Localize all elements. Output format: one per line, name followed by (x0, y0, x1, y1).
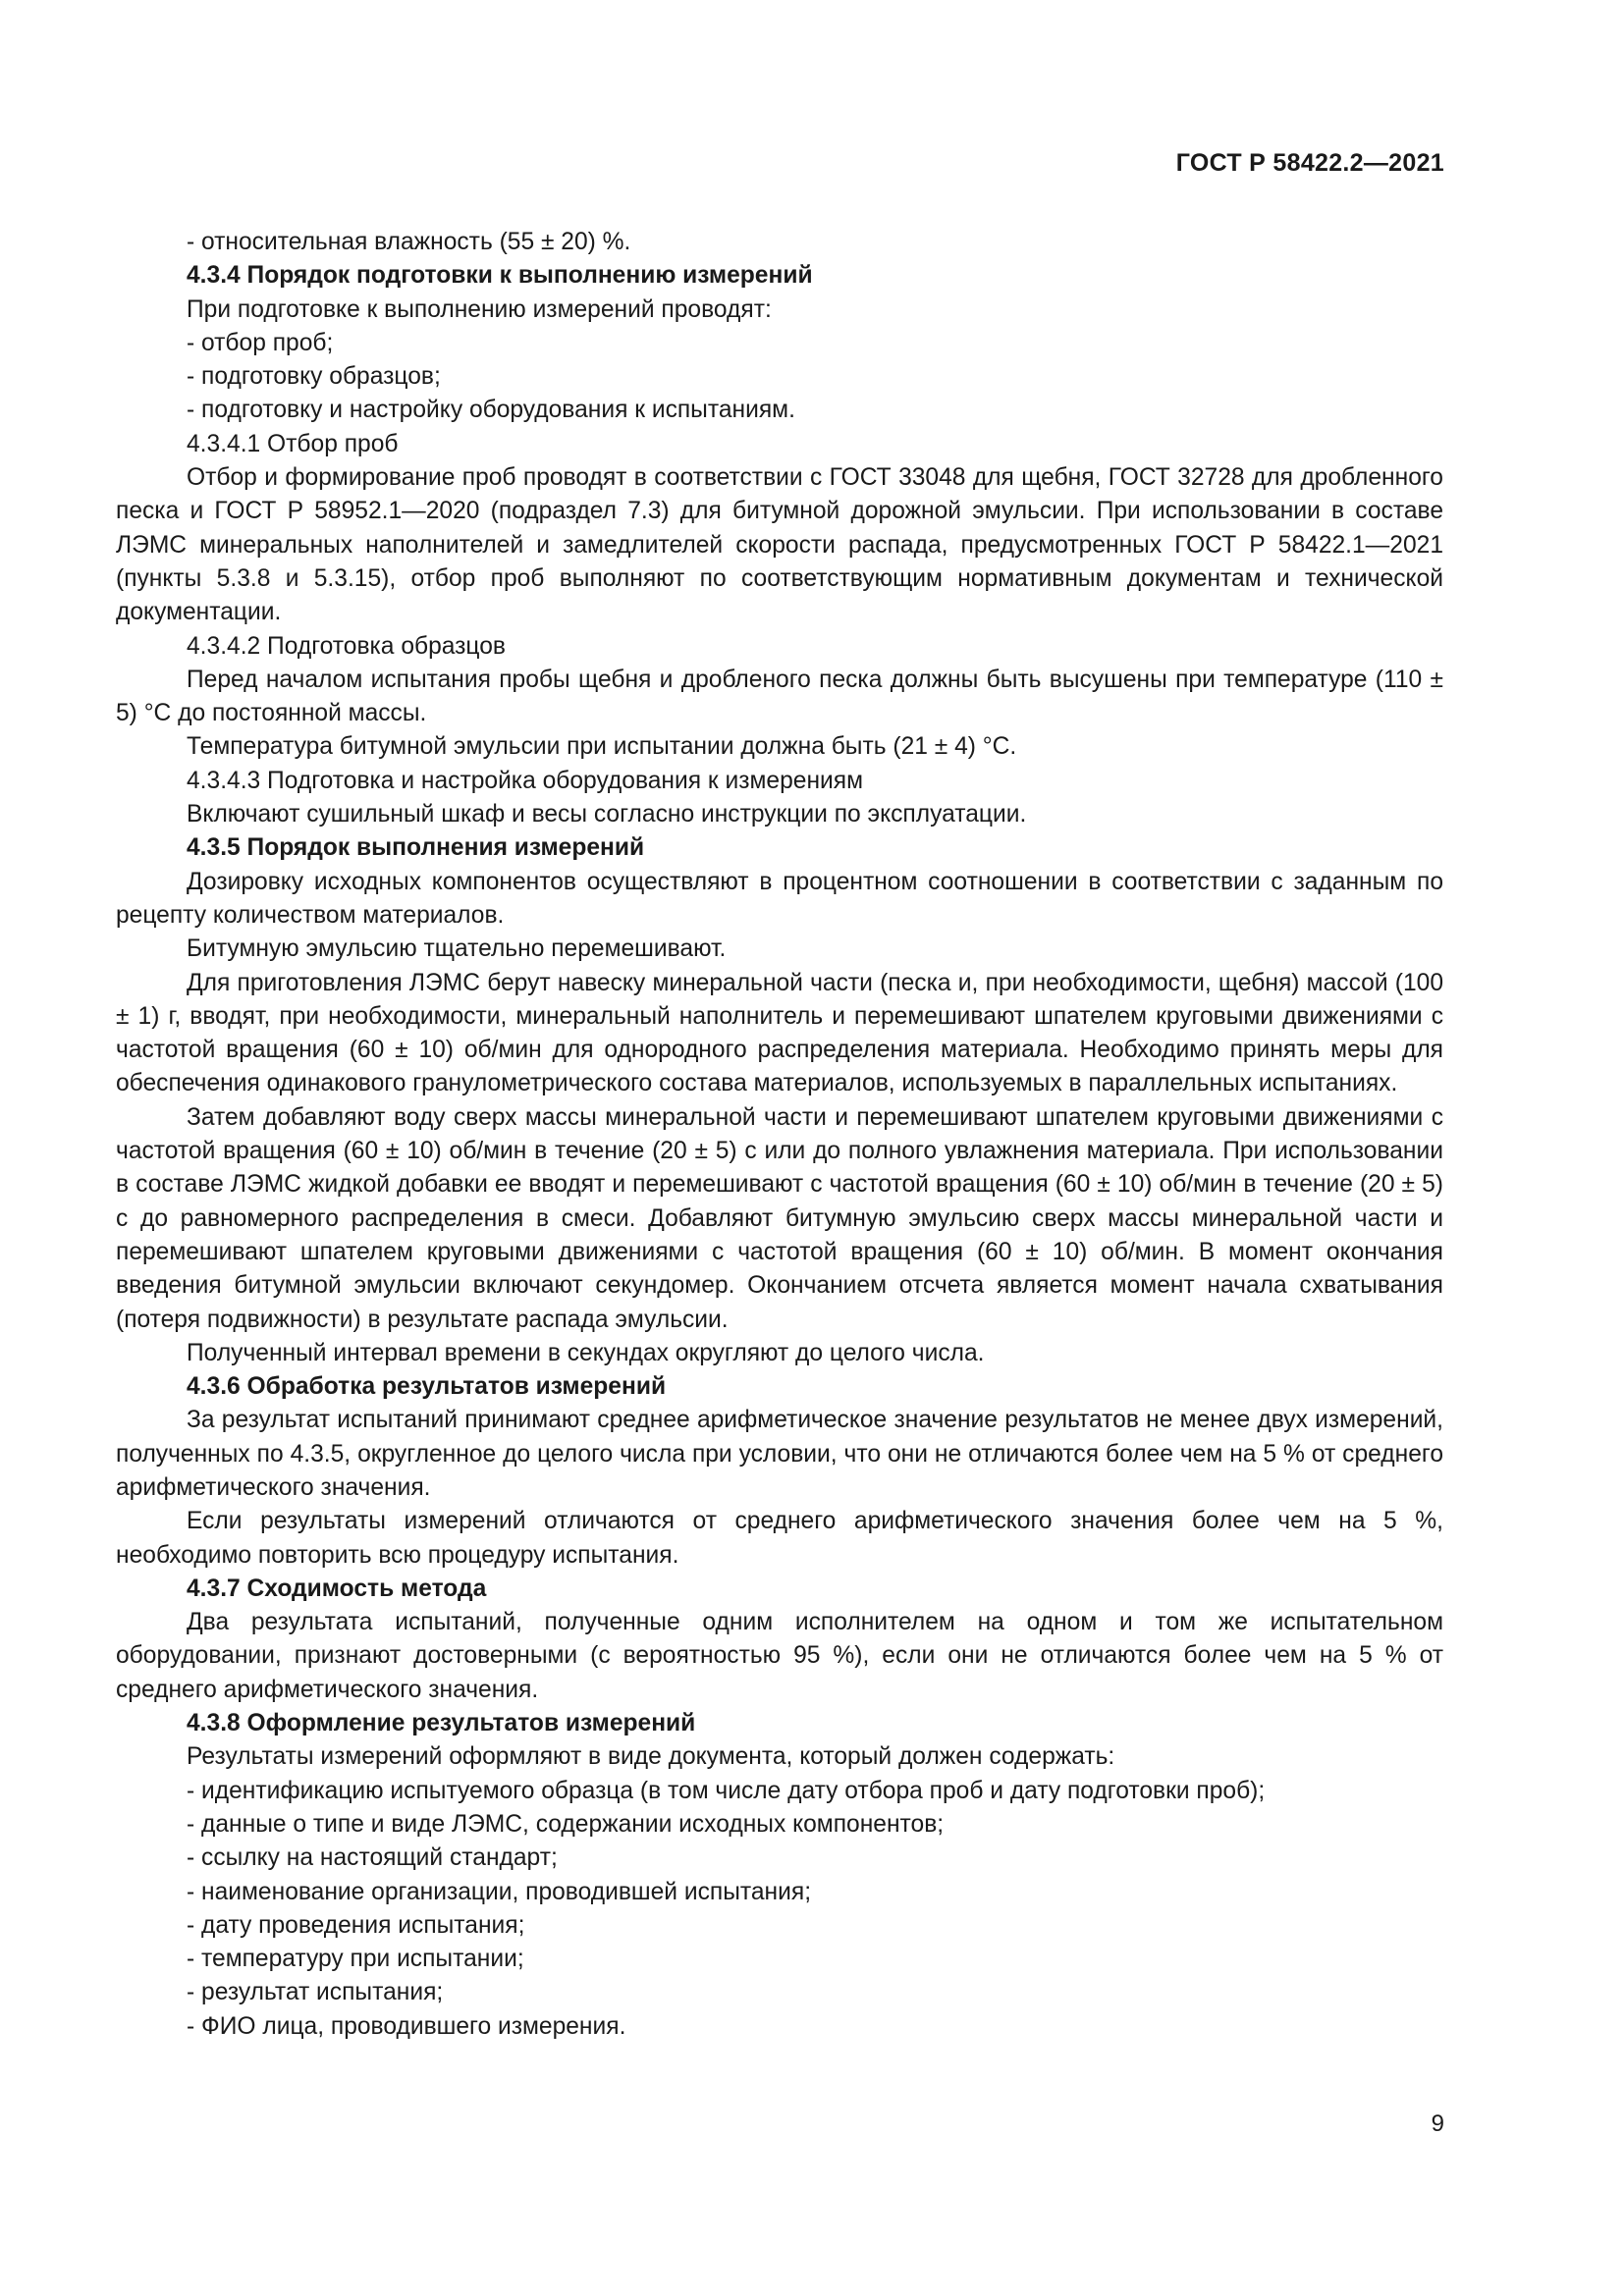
list-item: - наименование организации, проводившей испытания; (187, 1878, 812, 1905)
subsection-title: 4.3.4.3 Подготовка и настройка оборудования к измерениям (187, 767, 863, 794)
list-item: - подготовку образцов; (187, 363, 441, 391)
page-number: 9 (1431, 2110, 1444, 2137)
paragraph: За результат испытаний принимают среднее арифметическое значение результатов не менее двух измерений, полученных по 4.3.5, округленное до целого числа при условии, что они не отличаются более чем на 5 % от среднего арифметического значения. (116, 1407, 1443, 1501)
list-item: - относительная влажность (55 ± 20) %. (187, 229, 631, 255)
section-heading: 4.3.6 Обработка результатов измерений (187, 1373, 667, 1401)
list-item: - идентификацию испытуемого образца (в том числе дату отбора проб и дату подготовки проб); (187, 1777, 1266, 1804)
document-code-header: ГОСТ Р 58422.2—2021 (1175, 149, 1444, 177)
paragraph: Если результаты измерений отличаются от среднего арифметического значения более чем на 5 %, необходимо повторить всю процедуру испытания. (116, 1508, 1443, 1569)
paragraph: Битумную эмульсию тщательно перемешивают. (187, 935, 727, 963)
paragraph: Перед началом испытания пробы щебня и дробленого песка должны быть высушены при температуре (110 ± 5) °С до постоянной массы. (116, 666, 1443, 727)
paragraph: При подготовке к выполнению измерений проводят: (187, 295, 772, 323)
list-item: - результат испытания; (187, 1979, 444, 2006)
paragraph: Результаты измерений оформляют в виде документа, который должен содержать: (187, 1743, 1115, 1771)
document-body (116, 226, 1443, 2044)
subsection-title: 4.3.4.2 Подготовка образцов (187, 632, 506, 660)
subsection-title: 4.3.4.1 Отбор проб (187, 430, 399, 457)
paragraph: Затем добавляют воду сверх массы минеральной части и перемешивают шпателем круговыми движениями с частотой вращения (60 ± 10) об/мин в течение (20 ± 5) с или до полного увлажнения материала. При использовании в составе ЛЭМС жидкой добавки ее вводят и перемешивают с частотой вращения (60 ± 10) об/мин в течение (20 ± 5) с до равномерного распределения в смеси. Добавляют битумную эмульсию сверх массы минеральной части и перемешивают шпателем круговыми движениями с частотой вращения (60 ± 10) об/мин. В момент окончания введения битумной эмульсии включают секундомер. Окончанием отсчета является момент начала схватывания (потеря подвижности) в результате распада эмульсии. (116, 1103, 1443, 1333)
list-item: - температуру при испытании; (187, 1946, 524, 1973)
paragraph: Температура битумной эмульсии при испытании должна быть (21 ± 4) °С. (187, 733, 1017, 761)
section-heading: 4.3.5 Порядок выполнения измерений (187, 834, 645, 862)
paragraph: Для приготовления ЛЭМС берут навеску минеральной части (песка и, при необходимости, щебня) массой (100 ± 1) г, вводят, при необходимости, минеральный наполнитель и перемешивают шпателем круговыми движениями с частотой вращения (60 ± 10) об/мин для однородного распределения материала. Необходимо принять меры для обеспечения одинакового гранулометрического состава материалов, используемых в параллельных испытаниях. (116, 969, 1443, 1097)
list-item: - отбор проб; (187, 329, 334, 356)
paragraph: Полученный интервал времени в секундах округляют до целого числа. (187, 1339, 985, 1366)
paragraph: Два результата испытаний, полученные одним исполнителем на одном и том же испытательном оборудовании, признают достоверными (с вероятностью 95 %), если они не отличаются более чем на 5 % от среднего арифметического значения. (116, 1609, 1443, 1703)
section-heading: 4.3.7 Сходимость метода (187, 1575, 487, 1602)
section-heading: 4.3.8 Оформление результатов измерений (187, 1710, 696, 1737)
paragraph: Включают сушильный шкаф и весы согласно инструкции по эксплуатации. (187, 801, 1027, 828)
list-item: - ссылку на настоящий стандарт; (187, 1844, 558, 1872)
list-item: - подготовку и настройку оборудования к испытаниям. (187, 397, 795, 424)
paragraph: Отбор и формирование проб проводят в соответствии с ГОСТ 33048 для щебня, ГОСТ 32728 для дробленного песка и ГОСТ Р 58952.1—2020 (подраздел 7.3) для битумной дорожной эмульсии. При использовании в составе ЛЭМС минеральных наполнителей и замедлителей скорости распада, предусмотренных ГОСТ Р 58422.1—2021 (пункты 5.3.8 и 5.3.15), отбор проб выполняют по соответствующим нормативным документам и технической документации. (116, 464, 1443, 626)
list-item: - ФИО лица, проводившего измерения. (187, 2012, 626, 2040)
paragraph: Дозировку исходных компонентов осуществляют в процентном соотношении в соответствии с заданным по рецепту количеством материалов. (116, 868, 1443, 929)
section-heading: 4.3.4 Порядок подготовки к выполнению измерений (187, 262, 813, 290)
list-item: - дату проведения испытания; (187, 1911, 525, 1939)
list-item: - данные о типе и виде ЛЭМС, содержании исходных компонентов; (187, 1810, 945, 1838)
